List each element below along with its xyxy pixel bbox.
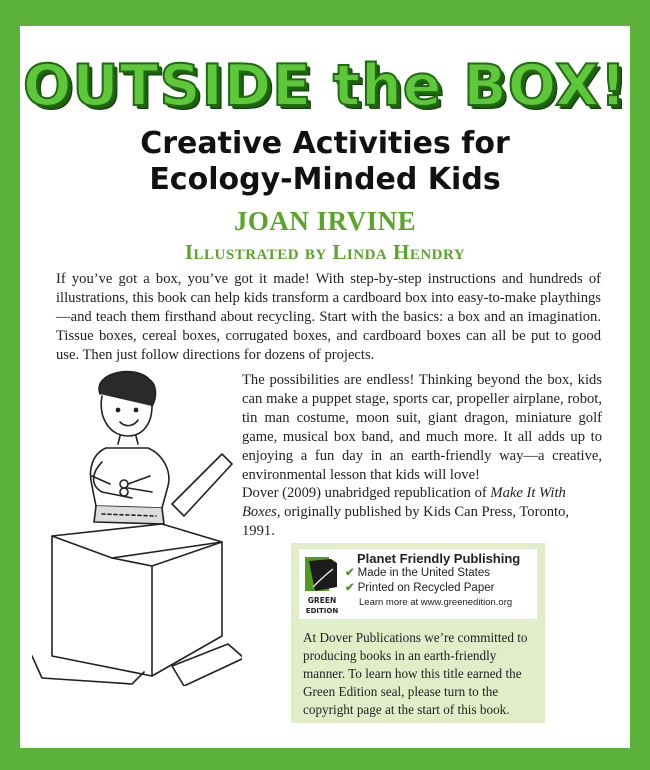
green-edition-seal xyxy=(299,549,537,619)
seal-learn-more: Learn more at www.greenedition.org xyxy=(359,597,513,608)
dover-suffix: originally published by Kids Can Press, Toronto, 1991. xyxy=(242,504,570,539)
book-subtitle xyxy=(20,126,630,198)
book-seal-logo xyxy=(303,555,341,617)
green-edition-box xyxy=(291,543,545,723)
seal-word-edition: EDITION xyxy=(305,607,339,615)
kid-with-box-illustration xyxy=(32,366,242,686)
seal-text xyxy=(345,551,535,608)
seal-item: ✔ Printed on Recycled Paper xyxy=(345,582,495,594)
subtitle-line-1: Creative Activities for xyxy=(140,126,510,161)
dover-note xyxy=(242,484,602,541)
commitment-text: At Dover Publications we’re committed to producing books in an earth-friendly manner. To learn how this title earned the Green Edition seal, please turn to the copyright page at the start of this book. xyxy=(303,630,528,717)
book-title: OUTSIDE the BOX! xyxy=(22,53,628,119)
seal-item: ✔ Made in the United States xyxy=(345,567,490,579)
intro-paragraph: If you’ve got a box, you’ve got it made! With step-by-step instructions and hundreds of illustrations, this book can help kids transform a cardboard box into easy-to-make playthings—and teach them firsthand about recycling. Start with the basics: a box and an imagination. Tissue boxes, cereal boxes, corrugated boxes, and cardboard boxes can all be put to good use. Then just follow directions for dozens of projects. xyxy=(56,271,601,363)
seal-word-green: GREEN xyxy=(307,596,337,605)
check-icon: ✔ xyxy=(345,582,355,594)
dover-prefix: Dover (2009) unabridged republication of xyxy=(242,485,491,501)
book-back-cover xyxy=(20,26,630,748)
possibilities-text: The possibilities are endless! Thinking beyond the box, kids can make a puppet stage, sports car, propeller airplane, robot, tin man costume, moon suit, giant dragon, miniature golf game, musical box band, and much more. It all adds up to enjoying a fun day in an earth-friendly way—a creative, environmental lesson that kids will love! xyxy=(242,372,602,483)
subtitle-line-2: Ecology-Minded Kids xyxy=(149,162,501,197)
check-icon: ✔ xyxy=(345,567,355,579)
possibilities-paragraph xyxy=(242,371,602,485)
author-name: JOAN IRVINE xyxy=(233,206,417,236)
illustrator-credit: Illustrated by Linda Hendry xyxy=(184,240,466,264)
seal-title: Planet Friendly Publishing xyxy=(357,551,521,566)
original-title: Make It With Boxes, xyxy=(242,485,566,520)
